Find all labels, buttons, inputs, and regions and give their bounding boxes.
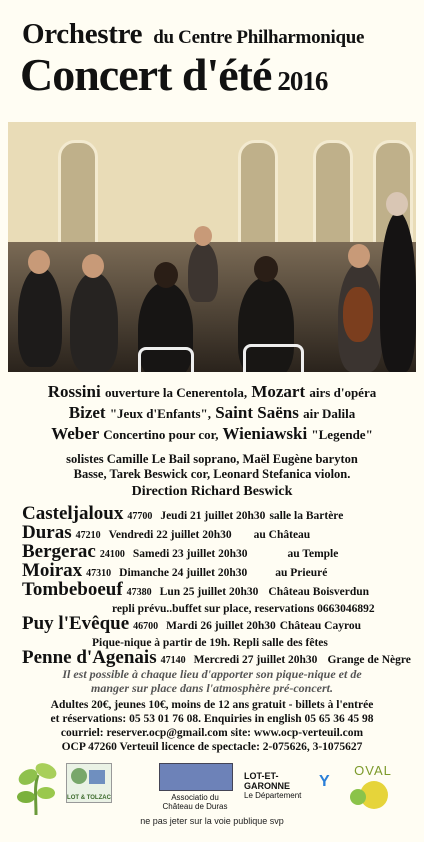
date-row: Moirax 47310 Dimanche 24 juillet 20h30 au Prieuré xyxy=(22,560,328,581)
picnic-note-2: manger sur place dans l'atmosphère pré-concert. xyxy=(91,681,333,695)
orchestra-photo xyxy=(8,122,416,372)
composer: Rossini xyxy=(47,382,101,401)
date-row: Penne d'Agenais 47140 Mercredi 27 juillet 20h30 Grange de Nègre xyxy=(22,647,411,668)
composer: Bizet xyxy=(68,403,106,422)
lot-tolzac-logo: LOT & TOLZAC xyxy=(66,763,112,803)
oval-logo: OVAL xyxy=(340,763,406,813)
soloists-line-2: Basse, Tarek Beswick cor, Leonard Stefanica violon. xyxy=(73,467,351,481)
piece: "Legende" xyxy=(311,427,373,442)
composer: Mozart xyxy=(251,382,306,401)
piece: air Dalila xyxy=(303,406,356,421)
contact: courriel: reserver.ocp@gmail.com site: www.ocp-verteuil.com xyxy=(60,727,364,739)
lot-et-garonne-logo: LOT-ET-GARONNE Le Département Y xyxy=(244,771,330,800)
title-orchestre xyxy=(22,18,364,51)
reservations: et réservations: 05 53 01 76 08. Enquiries in english 05 65 36 45 98 xyxy=(50,713,374,725)
piece: ouverture la Cenerentola, xyxy=(104,385,248,400)
prices: Adultes 20€, jeunes 10€, moins de 12 ans gratuit - billets à l'entrée xyxy=(50,699,374,711)
date-row: Tombeboeuf 47380 Lun 25 juillet 20h30 Château Boisverdun xyxy=(22,579,370,600)
concert-title: Concert d'été xyxy=(20,49,272,100)
chateau-duras-logo: Associatio du Château de Duras xyxy=(159,763,231,815)
program-line-3 xyxy=(0,424,424,444)
composer: Weber xyxy=(51,424,100,443)
licence: OCP 47260 Verteuil licence de spectacle: 2-075626, 3-1075627 xyxy=(61,741,363,753)
note-tombeboeuf: repli prévu..buffet sur place, reservations 0663046892 xyxy=(112,603,375,615)
program-line-1 xyxy=(0,382,424,402)
date-row: Casteljaloux 47700 Jeudi 21 juillet 20h30 salle la Bartère xyxy=(22,503,344,524)
piece: Concertino pour cor, xyxy=(103,427,219,442)
title-concert xyxy=(20,49,328,100)
title-sub: du Centre Philharmonique xyxy=(153,27,365,48)
concert-year: 2016 xyxy=(277,66,328,96)
note-puy: Pique-nique à partir de 19h. Repli salle des fêtes xyxy=(92,637,328,649)
date-row: Duras 47210 Vendredi 22 juillet 20h30 au Château xyxy=(22,522,311,543)
footer-note: ne pas jeter sur la voie publique svp xyxy=(140,816,284,826)
picnic-note-1: Il est possible à chaque lieu d'apporter son pique-nique et de xyxy=(62,667,362,681)
direction: Direction Richard Beswick xyxy=(131,484,293,499)
title-main: Orchestre xyxy=(22,18,143,50)
composer: Wieniawski xyxy=(222,424,308,443)
composer: Saint Saëns xyxy=(215,403,299,422)
plant-logo-icon xyxy=(14,757,60,817)
piece: airs d'opéra xyxy=(309,385,377,400)
soloists-line-1: solistes Camille Le Bail soprano, Maël Eugène baryton xyxy=(66,452,358,466)
piece: "Jeux d'Enfants", xyxy=(109,406,211,421)
program-line-2 xyxy=(0,403,424,423)
date-row: Bergerac 24100 Samedi 23 juillet 20h30 au Temple xyxy=(22,541,339,562)
date-row: Puy l'Evêque 46700 Mardi 26 juillet 20h30 Château Cayrou xyxy=(22,613,361,634)
